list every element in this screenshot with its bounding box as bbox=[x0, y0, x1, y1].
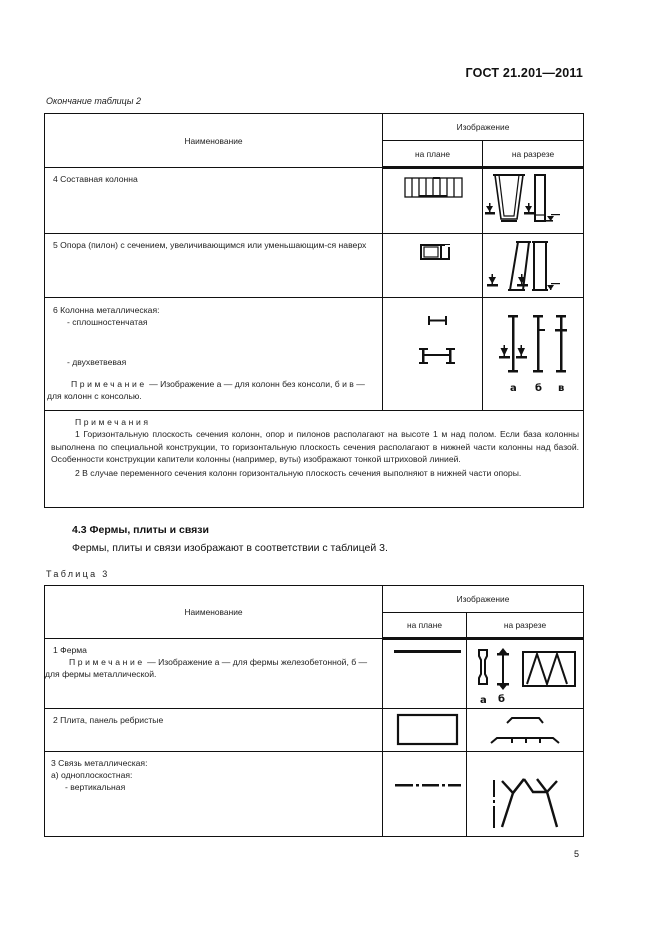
table3-caption: Таблица 3 bbox=[46, 569, 110, 579]
row-name: 3 Связь металлическая: bbox=[51, 758, 148, 768]
column-header-plan: на плане bbox=[383, 613, 467, 639]
row-note: Примечание — Изображение а — для фермы железобетонной, б — для фермы металлической. bbox=[45, 657, 368, 679]
column-header-plan: на плане bbox=[383, 141, 483, 168]
column-header-section: на разрезе bbox=[467, 613, 584, 639]
page-number: 5 bbox=[574, 849, 580, 859]
table-row bbox=[45, 234, 584, 298]
column-header-name: Наименование bbox=[45, 586, 383, 639]
row-note: Примечание — Изображение а — для колонн без консоли, б и в — для колонн с консолью. bbox=[47, 379, 365, 401]
table-2 bbox=[44, 113, 584, 508]
row-subitem-vertical: - вертикальная bbox=[65, 782, 126, 792]
table-row bbox=[45, 709, 584, 752]
variant-label-b: б bbox=[535, 383, 542, 394]
variant-label-a: а bbox=[510, 383, 517, 394]
table-row bbox=[45, 168, 584, 234]
table-row bbox=[45, 639, 584, 709]
section-title: 4.3 Фермы, плиты и связи bbox=[72, 524, 209, 536]
column-header-image: Изображение bbox=[383, 114, 584, 141]
row-subitem-solid-web: - сплошностенчатая bbox=[67, 317, 148, 327]
row-subitem-two-branch: - двухветвевая bbox=[67, 357, 127, 367]
table-notes-row bbox=[45, 411, 584, 508]
table-row bbox=[45, 752, 584, 837]
table2-caption: Окончание таблицы 2 bbox=[46, 96, 141, 106]
notes-title: Примечания bbox=[75, 417, 151, 427]
variant-label-a: а bbox=[480, 695, 487, 706]
column-header-name: Наименование bbox=[45, 114, 383, 168]
note-1: 1 Горизонтальную плоскость сечения колонн, опор и пилонов располагают на высоте 1 м над полом. Если база колонны выполнена по специальной конструкции, то горизонтальную плоскость сечения располагают в нижней части колонны над базой. Особенности конструкции капители колонны (например, вуты) изображают тонкой штриховой линией. bbox=[51, 429, 580, 464]
row-name: 5 Опора (пилон) с сечением, увеличивающимся или уменьшающим-ся наверх bbox=[53, 240, 367, 250]
row-name: 1 Ферма bbox=[53, 645, 87, 655]
section-text: Фермы, плиты и связи изображают в соответствии с таблицей 3. bbox=[72, 542, 388, 554]
table-row bbox=[45, 298, 584, 411]
row-subitem-single-plane: а) одноплоскостная: bbox=[51, 770, 133, 780]
document-code: ГОСТ 21.201—2011 bbox=[465, 66, 583, 80]
row-name: 4 Составная колонна bbox=[53, 174, 138, 184]
variant-label-b: б bbox=[498, 694, 505, 705]
row-name: 2 Плита, панель ребристые bbox=[53, 715, 164, 725]
variant-label-v: в bbox=[558, 383, 565, 394]
column-header-section: на разрезе bbox=[483, 141, 584, 168]
column-header-image: Изображение bbox=[383, 586, 584, 613]
table-3 bbox=[44, 585, 584, 837]
row-name: 6 Колонна металлическая: bbox=[53, 305, 160, 315]
note-2: 2 В случае переменного сечения колонн горизонтальную плоскость сечения выполняют в нижней части опоры. bbox=[75, 468, 522, 479]
